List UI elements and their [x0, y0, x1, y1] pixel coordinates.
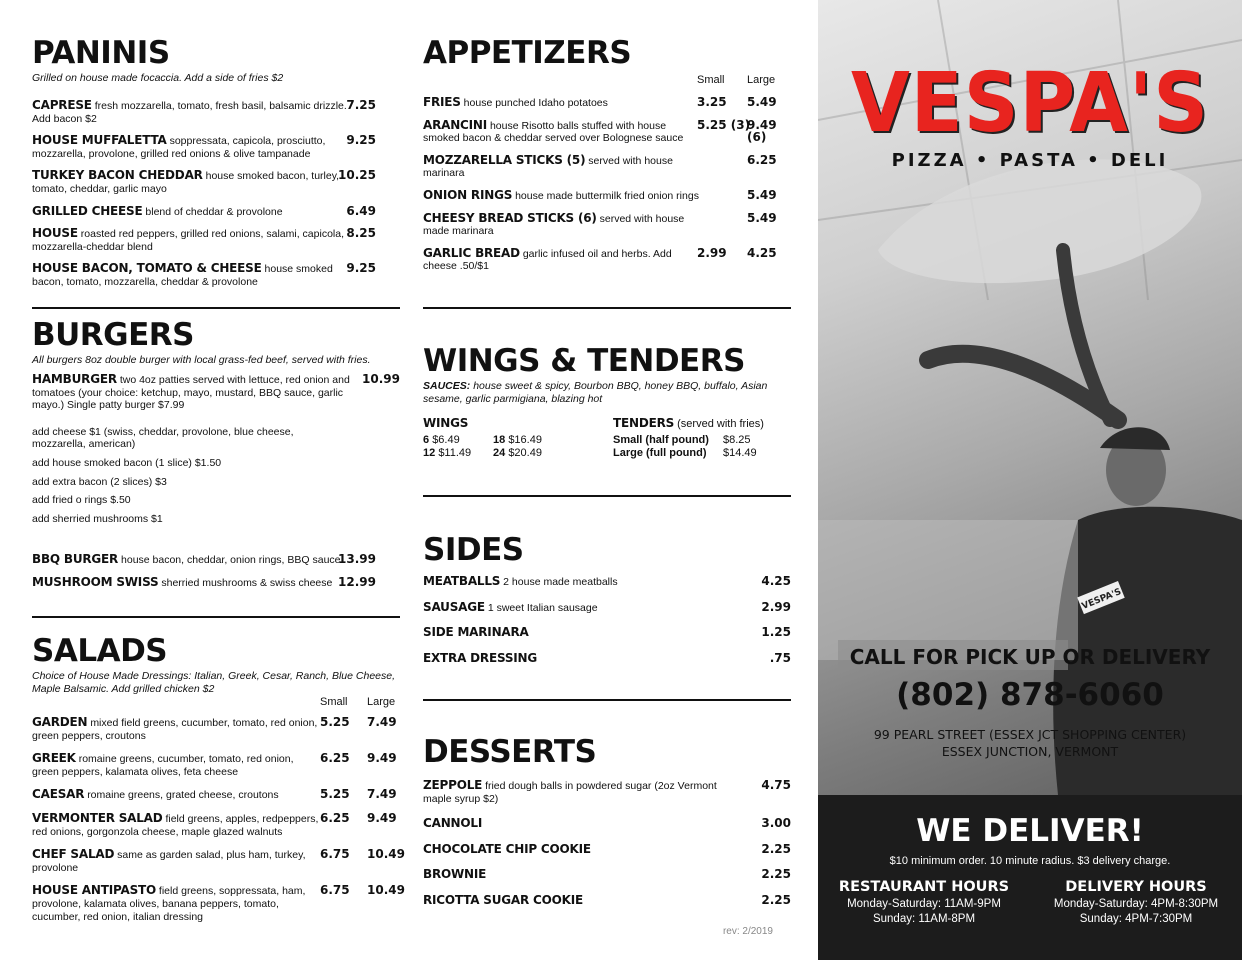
restaurant-hours-heading: RESTAURANT HOURS	[838, 879, 1010, 895]
sides-list	[423, 575, 791, 665]
small-price: 6.25	[320, 751, 350, 766]
menu-item	[423, 817, 791, 831]
phone-number[interactable]: (802) 878-6060	[896, 677, 1164, 713]
hours-line: Monday-Saturday: 4PM-8:30PM	[1053, 898, 1219, 910]
menu-item	[423, 154, 791, 180]
item-description: field greens, apples, redpeppers, red onions, gorgonzola cheese, maple glazed walnuts	[32, 812, 319, 838]
salads-heading: SALADS	[32, 633, 168, 669]
item-description: house Risotto balls stuffed with house smoked bacon & cheddar served over Bolognese sauce	[423, 119, 684, 145]
large-price: 7.49	[367, 715, 397, 729]
item-price: 4.75	[761, 778, 791, 792]
wings-label: WINGS	[423, 416, 469, 430]
item-name: MEATBALLS	[423, 574, 501, 588]
wings-price	[493, 434, 542, 447]
section-divider	[423, 495, 791, 497]
hours-line: Sunday: 4PM-7:30PM	[1079, 913, 1193, 925]
large-price: 7.49	[367, 787, 397, 802]
menu-item	[423, 96, 791, 110]
item-name: TURKEY BACON CHEDDAR	[32, 168, 203, 183]
section-divider	[423, 307, 791, 309]
menu-item	[423, 843, 791, 857]
section-divider	[32, 616, 400, 618]
item-description: house smoked bacon, turley, tomato, cheddar, garlic mayo	[32, 170, 340, 195]
item-name: ARANCINI	[423, 117, 488, 132]
pizza-toss-photo	[818, 0, 1242, 795]
menu-item	[32, 553, 400, 567]
item-name: SIDE MARINARA	[423, 625, 529, 640]
item-price: 2.25	[761, 892, 791, 907]
call-heading: CALL FOR PICK UP OR DELIVERY	[849, 645, 1211, 669]
item-price: 6.49	[346, 203, 376, 218]
tenders-note: (served with fries)	[677, 418, 764, 430]
small-price: 2.99	[697, 245, 727, 260]
section-divider	[423, 699, 791, 701]
we-deliver-heading: WE DELIVER!	[916, 813, 1144, 849]
section-divider	[32, 307, 400, 309]
item-name: GARDEN	[32, 715, 88, 729]
tenders-label: TENDERS	[613, 416, 675, 430]
item-price: 4.25	[761, 574, 791, 588]
menu-item	[423, 119, 791, 145]
item-name: BBQ BURGER	[32, 552, 119, 567]
menu-item	[32, 812, 400, 838]
hours-line: Monday-Saturday: 11AM-9PM	[847, 898, 1001, 910]
item-name: GRILLED CHEESE	[32, 203, 143, 218]
large-price: 5.49	[747, 210, 777, 225]
paninis-heading: PANINIS	[32, 35, 170, 71]
menu-item	[423, 247, 791, 273]
item-name: MOZZARELLA STICKS (5)	[423, 152, 586, 167]
small-price: 5.25 (3)	[697, 117, 751, 132]
wings-count: 6	[423, 434, 430, 446]
apron-logo: VESPA'S	[1080, 587, 1123, 612]
item-price: 1.25	[761, 625, 791, 640]
sauces-list: house sweet & spicy, Bourbon BBQ, honey BBQ, buffalo, Asian sesame, garlic parmigiana, blazing hot	[423, 380, 768, 405]
menu-item	[32, 169, 400, 195]
item-name: HAMBURGER	[32, 372, 117, 386]
item-name: CHOCOLATE CHIP COOKIE	[423, 841, 591, 856]
item-price: 2.99	[761, 599, 791, 614]
item-description: house bacon, cheddar, onion rings, BBQ sauce	[121, 554, 341, 567]
large-size-label: Large	[367, 696, 396, 708]
burgers-subtitle: All burgers 8oz double burger with local grass-fed beef, served with fries.	[32, 354, 371, 366]
item-name: GARLIC BREAD	[423, 245, 520, 260]
item-price: 10.25	[338, 168, 376, 183]
menu-item	[32, 847, 405, 874]
menu-item	[423, 868, 791, 882]
item-description: same as garden salad, plus ham, turkey, provolone	[32, 849, 306, 874]
item-name: HOUSE ANTIPASTO	[32, 883, 156, 898]
salads-list	[32, 715, 405, 923]
brand-logo: VESPA'S	[850, 54, 1210, 151]
burger-addon: add sherried mushrooms $1	[32, 512, 163, 525]
paninis-subtitle: Grilled on house made focaccia. Add a side of fries $2	[32, 72, 284, 84]
menu-item	[32, 576, 400, 590]
small-price: 5.25	[320, 715, 350, 729]
paninis-section	[32, 36, 400, 298]
item-name: HOUSE MUFFALETTA	[32, 133, 167, 148]
wings-section	[423, 344, 791, 466]
small-price: 6.75	[320, 847, 350, 862]
menu-item	[32, 99, 400, 125]
item-description: sherried mushrooms & swiss cheese	[161, 576, 333, 589]
item-description: romaine greens, grated cheese, croutons	[87, 789, 279, 802]
wings-amount: $16.49	[508, 434, 542, 446]
desserts-list	[423, 779, 791, 908]
item-name: HOUSE	[32, 226, 78, 241]
menu-item	[32, 752, 400, 778]
burger-addon: add fried o rings $.50	[32, 494, 131, 507]
item-description: fresh mozzarella, tomato, fresh basil, balsamic drizzle. Add bacon $2	[32, 100, 347, 125]
item-price: 12.99	[338, 574, 376, 589]
delivery-panel	[818, 795, 1242, 960]
sides-heading: SIDES	[423, 532, 524, 568]
delivery-note: $10 minimum order. 10 minute radius. $3 delivery charge.	[889, 855, 1171, 867]
menu-item	[32, 373, 400, 412]
wings-price	[423, 447, 471, 460]
revision-note: rev: 2/2019	[722, 926, 773, 937]
item-price: 9.25	[346, 133, 376, 148]
large-price: 10.49	[367, 847, 405, 862]
item-name: ONION RINGS	[423, 187, 513, 202]
item-name: ZEPPOLE	[423, 778, 483, 792]
item-description: served with house made marinara	[423, 212, 685, 238]
delivery-hours	[1030, 897, 1242, 927]
menu-item	[423, 575, 791, 589]
brand-tagline: PIZZA • PASTA • DELI	[891, 150, 1169, 171]
item-name: BROWNIE	[423, 867, 487, 882]
item-name: SAUSAGE	[423, 599, 485, 614]
item-description: house made buttermilk fried onion rings	[515, 189, 699, 202]
large-price: 6.25	[747, 152, 777, 167]
salads-section	[32, 633, 405, 933]
small-price: 6.25	[320, 810, 350, 825]
item-price: .75	[769, 650, 791, 665]
item-description: two 4oz patties served with lettuce, red onion and tomatoes (your choice: ketchup, mayo, mustard, BBQ sauce, garlic mayo.) Single patty burger $7.99	[32, 374, 350, 412]
wings-price	[423, 434, 460, 447]
item-description: served with house marinara	[423, 154, 673, 180]
wings-count: 24	[493, 447, 506, 459]
menu-item	[32, 205, 400, 219]
tenders-amount: $14.49	[723, 447, 757, 459]
item-description: garlic infused oil and herbs. Add cheese .50/$1	[423, 247, 672, 273]
paninis-list	[32, 99, 400, 289]
sides-section	[423, 533, 791, 677]
large-price: 9.49	[367, 751, 397, 766]
small-price: 3.25	[697, 95, 727, 109]
burger-addons	[32, 426, 400, 526]
wings-amount: $6.49	[432, 434, 460, 446]
item-price: 7.25	[346, 98, 376, 112]
menu-item	[423, 626, 791, 640]
item-name: CHEF SALAD	[32, 847, 115, 862]
hours-line: Sunday: 11AM-8PM	[872, 913, 976, 925]
burger-addon: add house smoked bacon (1 slice) $1.50	[32, 456, 222, 469]
item-name: CANNOLI	[423, 816, 483, 831]
item-price: 2.25	[761, 841, 791, 856]
salads-subtitle: Choice of House Made Dressings: Italian, Greek, Cesar, Ranch, Blue Cheese, Maple Balsamic. Add grilled chicken $2	[32, 670, 396, 695]
tenders-size: Small (half pound)	[613, 434, 709, 446]
item-price: 2.25	[761, 867, 791, 882]
item-description: romaine greens, cucumber, tomato, red onion, green peppers, kalamata olives, feta cheese	[32, 753, 294, 778]
item-name: MUSHROOM SWISS	[32, 574, 159, 589]
menu-item	[423, 212, 791, 238]
brand-panel	[818, 0, 1242, 960]
burger-addon: add extra bacon (2 slices) $3	[32, 475, 167, 488]
tenders-price	[613, 434, 793, 447]
item-description: field greens, soppressata, ham, provolone, kalamata olives, banana peppers, tomato, cucumber, red onion, italian dressing	[32, 885, 306, 923]
wings-price	[493, 447, 542, 460]
large-price: 4.25	[747, 245, 777, 260]
appetizers-list	[423, 96, 791, 273]
desserts-section	[423, 735, 791, 920]
large-size-label: Large	[747, 74, 776, 86]
item-name: CAESAR	[32, 787, 85, 802]
large-price: 5.49	[747, 187, 777, 202]
item-price: 10.99	[362, 372, 400, 386]
item-description: house smoked bacon, tomato, mozzarella, cheddar & provolone	[32, 263, 333, 288]
burger-addon: add cheese $1 (swiss, cheddar, provolone, blue cheese, mozzarella, american)	[32, 425, 294, 451]
menu-item	[423, 894, 791, 908]
large-price: 5.49	[747, 95, 777, 109]
item-description: fried dough balls in powdered sugar (2oz Vermont maple syrup $2)	[423, 780, 717, 805]
wings-count: 18	[493, 434, 506, 446]
menu-item	[423, 779, 791, 805]
menu-item	[32, 883, 405, 923]
appetizers-heading: APPETIZERS	[423, 35, 632, 71]
item-description: soppressata, capicola, prosciutto, mozzarella, provolone, grilled red onions & olive tampanade	[32, 135, 326, 160]
item-name: GREEK	[32, 751, 76, 766]
menu-item	[32, 716, 400, 742]
item-name: EXTRA DRESSING	[423, 650, 538, 665]
tenders-amount: $8.25	[723, 434, 751, 446]
desserts-heading: DESSERTS	[423, 734, 597, 770]
menu-item	[32, 134, 400, 160]
small-price: 5.25	[320, 787, 350, 802]
item-description: mixed field greens, cucumber, tomato, red onion, green peppers, croutons	[32, 717, 318, 742]
small-size-label: Small	[697, 74, 725, 86]
address-line-1: 99 PEARL STREET (ESSEX JCT SHOPPING CENTER)	[873, 727, 1187, 742]
burgers-heading: BURGERS	[32, 317, 194, 353]
restaurant-hours	[818, 897, 1030, 927]
item-price: 3.00	[761, 816, 791, 831]
item-price: 9.25	[346, 261, 376, 276]
small-size-label: Small	[320, 696, 348, 708]
burgers-list	[32, 553, 400, 589]
burgers-section	[32, 318, 400, 599]
large-price: 10.49	[367, 883, 405, 898]
large-price: 9.49	[367, 810, 397, 825]
wings-heading: WINGS & TENDERS	[423, 343, 745, 379]
item-price: 8.25	[346, 226, 376, 241]
appetizers-section	[423, 36, 791, 282]
item-name: HOUSE BACON, TOMATO & CHEESE	[32, 261, 262, 276]
item-price: 13.99	[338, 552, 376, 567]
item-description: roasted red peppers, grilled red onions, salami, capicola, mozzarella-cheddar blend	[32, 228, 344, 253]
wings-amount: $20.49	[508, 447, 542, 459]
menu-item	[423, 652, 791, 666]
large-price: 9.49 (6)	[747, 117, 777, 145]
item-name: CAPRESE	[32, 98, 92, 112]
tenders-size: Large (full pound)	[613, 447, 707, 459]
item-description: 1 sweet Italian sausage	[487, 601, 598, 614]
tenders-price	[613, 447, 793, 460]
menu-item	[423, 601, 791, 615]
menu-item	[32, 262, 400, 288]
item-description: 2 house made meatballs	[503, 576, 618, 588]
address-line-2: ESSEX JUNCTION, VERMONT	[941, 744, 1119, 759]
menu-item	[32, 227, 400, 253]
sauces-label: SAUCES:	[423, 380, 471, 392]
item-description: blend of cheddar & provolone	[145, 205, 283, 218]
small-price: 6.75	[320, 883, 350, 898]
item-name: VERMONTER SALAD	[32, 810, 163, 825]
delivery-hours-heading: DELIVERY HOURS	[1065, 879, 1207, 895]
menu-item	[423, 189, 791, 203]
item-name: FRIES	[423, 95, 461, 109]
item-name: CHEESY BREAD STICKS (6)	[423, 210, 597, 225]
item-name: RICOTTA SUGAR COOKIE	[423, 892, 584, 907]
tenders-prices	[613, 434, 793, 460]
wings-amount: $11.49	[438, 447, 472, 459]
wings-count: 12	[423, 447, 436, 459]
item-description: house punched Idaho potatoes	[463, 97, 608, 109]
menu-item	[32, 788, 400, 802]
